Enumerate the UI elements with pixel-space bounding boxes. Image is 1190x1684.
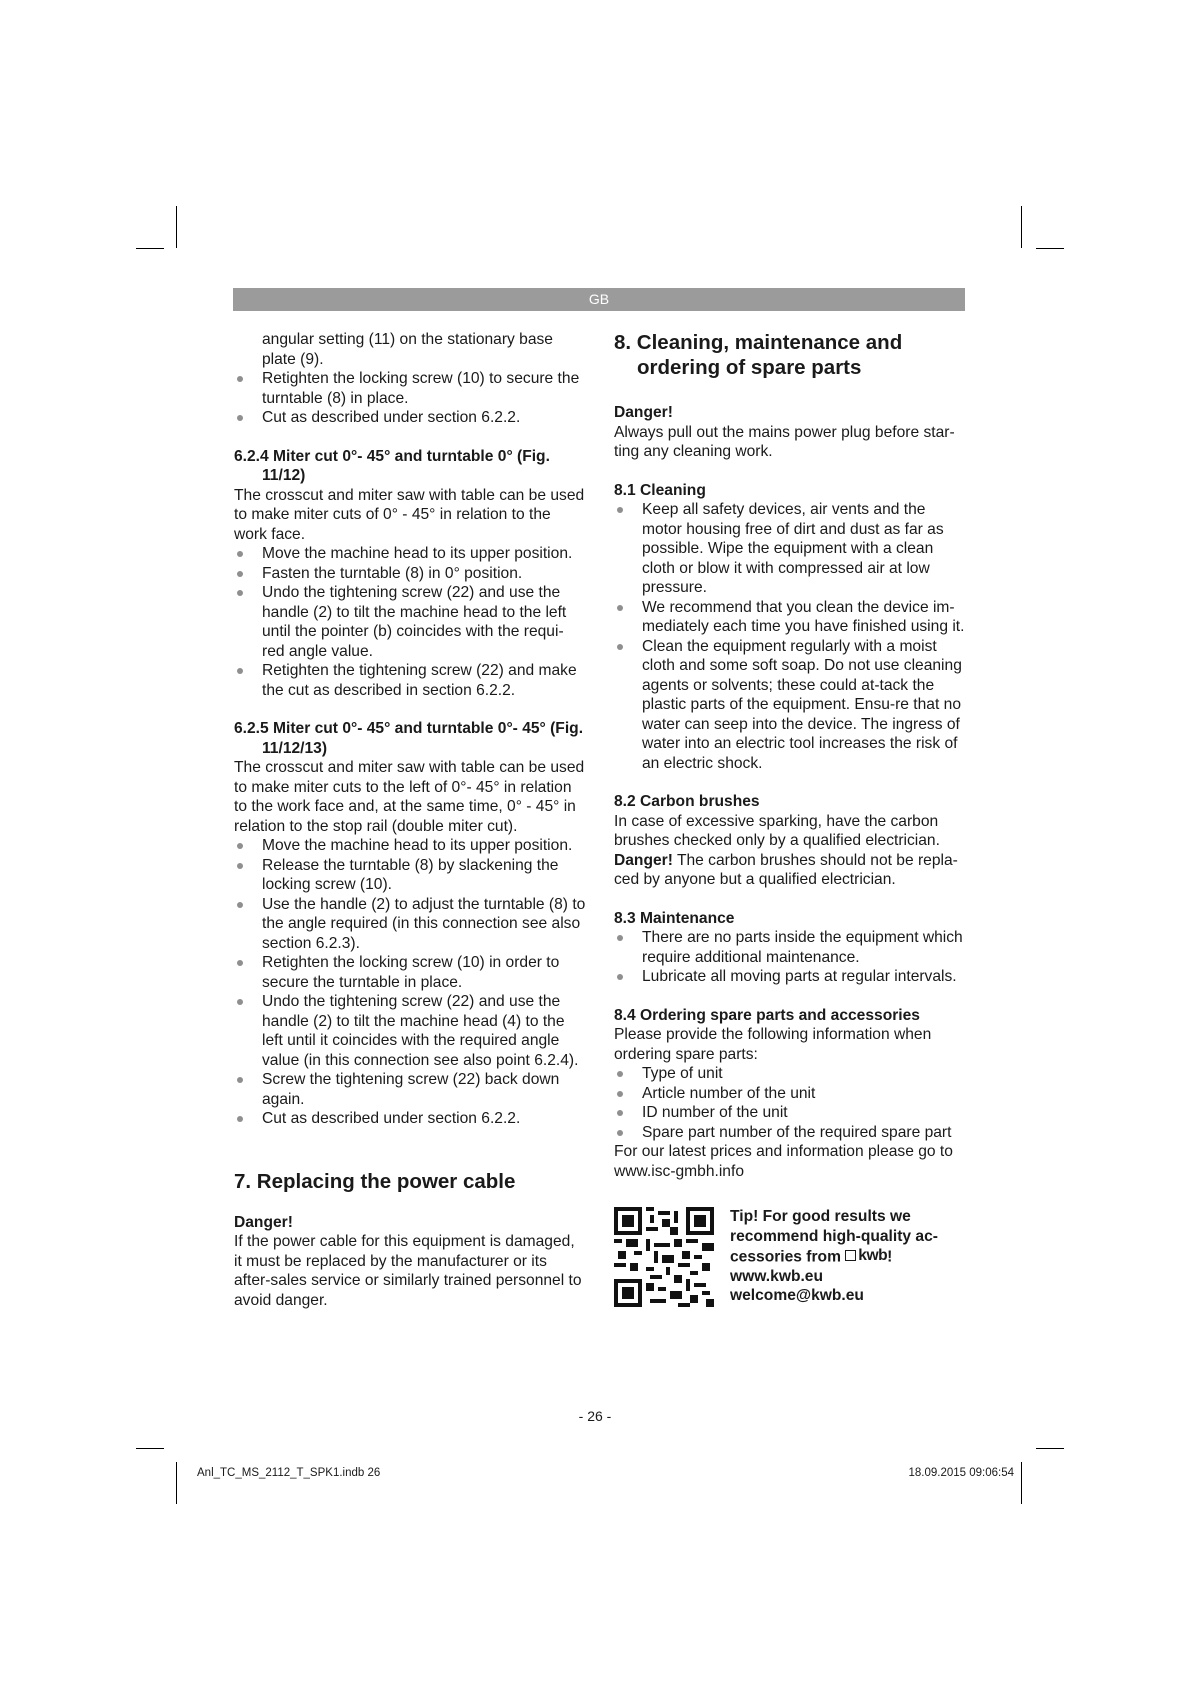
language-header-bar <box>233 288 965 311</box>
danger-label: Danger! <box>614 404 673 421</box>
list-item: Lubricate all moving parts at regular intervals. <box>614 967 966 987</box>
section-heading-6-2-5: 6.2.5 Miter cut 0°- 45° and turntable 0°- 45° (Fig. 11/12/13) <box>234 720 584 757</box>
list-item: Type of unit <box>614 1064 966 1084</box>
section-outro: For our latest prices and information please go to www.isc-gmbh.info <box>614 1143 953 1180</box>
list-item: Fasten the turntable (8) in 0° position. <box>234 564 586 584</box>
bullet-list <box>234 544 586 700</box>
section-intro: The crosscut and miter saw with table can be used to make miter cuts to the left of 0°- 45° in relation to the work face and, at the same time, 0° - 45° in relation to the stop rail (double miter cut). <box>234 759 585 835</box>
crop-mark <box>1036 248 1064 249</box>
danger-label: Danger! <box>234 1213 293 1231</box>
bullet-list <box>614 928 966 987</box>
tip-text <box>730 1207 938 1307</box>
list-item: Undo the tightening screw (22) and use the handle (2) to tilt the machine head to the left until the pointer (b) coincides with the requi-red angle value. <box>234 583 586 661</box>
section-heading-7: 7. Replacing the power cable <box>234 1169 516 1193</box>
list-item: Move the machine head to its upper position. <box>234 544 586 564</box>
continued-paragraph: angular setting (11) on the stationary base plate (9). <box>262 331 553 368</box>
list-item: Cut as described under section 6.2.2. <box>234 1109 586 1129</box>
danger-label: Danger! <box>614 851 673 869</box>
section-heading-6-2-4: 6.2.4 Miter cut 0°- 45° and turntable 0° (Fig. 11/12) <box>234 447 550 484</box>
kwb-logo-mark-icon <box>845 1250 856 1261</box>
page-number: - 26 - <box>578 1408 612 1424</box>
left-column <box>234 330 586 1310</box>
list-item: Keep all safety devices, air vents and the motor housing free of dirt and dust as far as possible. Wipe the equipment with a clean cloth or blow it with compressed air at low pressure. <box>614 500 966 598</box>
kwb-email-link[interactable]: welcome@kwb.eu <box>730 1287 864 1305</box>
continued-bullet-list <box>234 369 586 428</box>
section-heading-8-1: 8.1 Cleaning <box>614 481 706 499</box>
bullet-list <box>234 836 586 1129</box>
list-item: Retighten the locking screw (10) to secure the turntable (8) in place. <box>234 369 586 408</box>
bullet-list <box>614 1064 966 1142</box>
kwb-url-link[interactable]: www.kwb.eu <box>730 1267 823 1285</box>
section-heading-8-4: 8.4 Ordering spare parts and accessories <box>614 1006 920 1024</box>
section-heading-8: 8. Cleaning, maintenance and ordering of spare parts <box>614 331 903 379</box>
list-item: Clean the equipment regularly with a moist cloth and some soft soap. Do not use cleaning agents or solvents; these could at-tack the plastic parts of the equipment. Ensu-re that no water can seep into the device. The ingress of water into an electric tool increases the risk of an electric shock. <box>614 637 966 774</box>
crop-mark <box>1021 206 1022 248</box>
section-heading-8-3: 8.3 Maintenance <box>614 909 735 927</box>
list-item: There are no parts inside the equipment which require additional maintenance. <box>614 928 966 967</box>
bullet-list <box>614 500 966 773</box>
list-item: Use the handle (2) to adjust the turntable (8) to the angle required (in this connection see also section 6.2.3). <box>234 895 586 954</box>
list-item: Cut as described under section 6.2.2. <box>234 408 586 428</box>
language-label: GB <box>588 291 610 307</box>
right-column <box>614 330 966 1307</box>
crop-mark <box>136 1448 164 1449</box>
list-item: We recommend that you clean the device im-mediately each time you have finished using it. <box>614 598 966 637</box>
qr-code-icon <box>614 1207 714 1307</box>
danger-text: The carbon brushes should not be repla-ced by anyone but a qualified electrician. <box>614 851 958 888</box>
section-text: Always pull out the mains power plug before star-ting any cleaning work. <box>614 423 955 460</box>
section-intro: Please provide the following information when ordering spare parts: <box>614 1026 932 1063</box>
tip-line: recommend high-quality ac- <box>730 1227 938 1245</box>
tip-line-suffix: ! <box>887 1248 893 1266</box>
footer-datetime: 18.09.2015 09:06:54 <box>908 1467 1014 1479</box>
tip-line-prefix: cessories from <box>730 1248 846 1266</box>
tip-line <box>730 1246 938 1267</box>
tip-box <box>614 1207 966 1307</box>
section-intro: The crosscut and miter saw with table can be used to make miter cuts of 0° - 45° in relation to the work face. <box>234 486 585 543</box>
carbon-brush-text: In case of excessive sparking, have the carbon brushes checked only by a qualified electrician. <box>614 812 940 849</box>
list-item: Screw the tightening screw (22) back down again. <box>234 1070 586 1109</box>
crop-mark <box>136 248 164 249</box>
list-item: Release the turntable (8) by slackening the locking screw (10). <box>234 856 586 895</box>
list-item: Retighten the tightening screw (22) and make the cut as described in section 6.2.2. <box>234 661 586 700</box>
section-text: If the power cable for this equipment is damaged, it must be replaced by the manufacturer or its after-sales service or similarly trained personnel to avoid danger. <box>234 1233 582 1309</box>
crop-mark <box>176 1462 177 1504</box>
kwb-brand: kwb <box>858 1247 888 1264</box>
crop-mark <box>1021 1462 1022 1504</box>
list-item: Undo the tightening screw (22) and use the handle (2) to tilt the machine head (4) to the left until it coincides with the required angle value (in this connection see also point 6.2.4). <box>234 992 586 1070</box>
list-item: Move the machine head to its upper position. <box>234 836 586 856</box>
crop-mark <box>176 206 177 248</box>
section-text <box>614 812 966 890</box>
list-item: Article number of the unit <box>614 1084 966 1104</box>
list-item: ID number of the unit <box>614 1103 966 1123</box>
footer-file-name: Anl_TC_MS_2112_T_SPK1.indb 26 <box>197 1467 381 1479</box>
tip-line: Tip! For good results we <box>730 1208 911 1225</box>
list-item: Spare part number of the required spare part <box>614 1123 966 1143</box>
list-item: Retighten the locking screw (10) in order to secure the turntable in place. <box>234 953 586 992</box>
crop-mark <box>1036 1448 1064 1449</box>
kwb-logo <box>845 1246 887 1266</box>
section-heading-8-2: 8.2 Carbon brushes <box>614 793 760 810</box>
